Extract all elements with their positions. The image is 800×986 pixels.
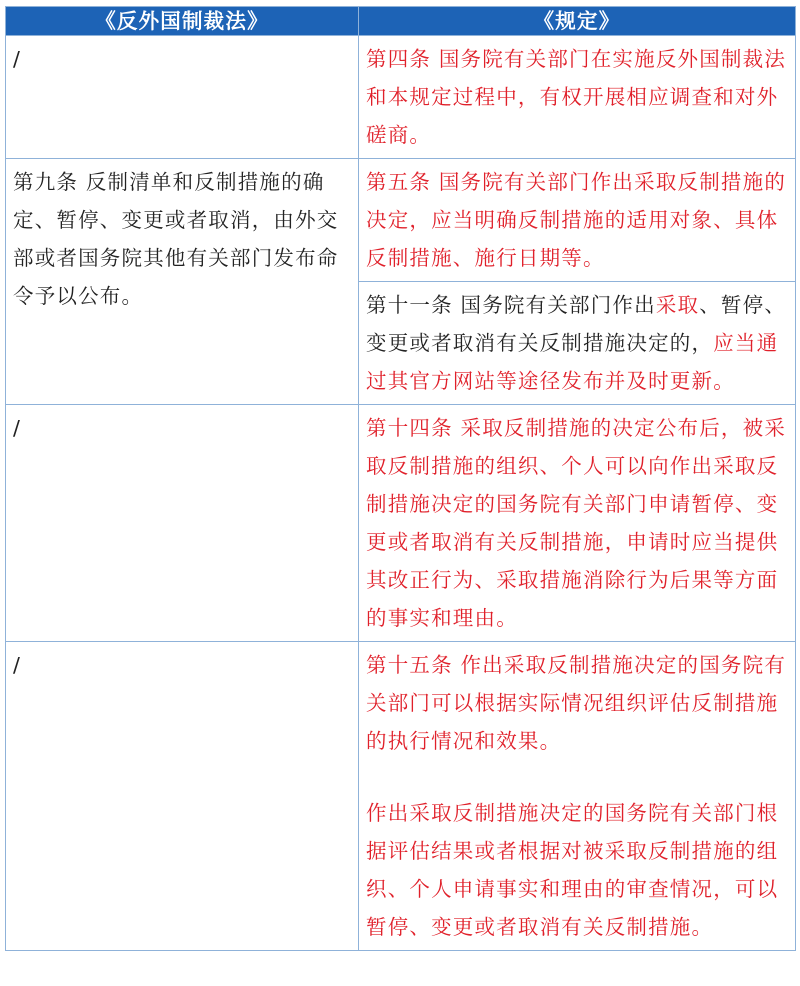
table-row (6, 642, 796, 951)
regulation-cell (359, 642, 796, 951)
article-15-paragraph-1: 第十五条 作出采取反制措施决定的国务院有关部门可以根据实际情况组织评估反制措施的执行情况和效果。 (366, 653, 787, 753)
paragraph-spacer (366, 760, 788, 794)
article-11-highlight: 采取 (655, 293, 700, 317)
regulation-cell (359, 282, 796, 405)
header-regulations: 《规定》 (359, 7, 796, 36)
law-cell: 第九条 反制清单和反制措施的确定、暂停、变更或者取消，由外交部或者国务院其他有关部门发布命令予以公布。 (6, 159, 359, 405)
article-11-text-c: 应当通过其官方网站等途径发布并及时更新。 (366, 331, 779, 393)
regulation-cell: 第十四条 采取反制措施的决定公布后，被采取反制措施的组织、个人可以向作出采取反制措施决定的国务院有关部门申请暂停、变更或者取消有关反制措施，申请时应当提供其改正行为、采取措施消除行为后果等方面的事实和理由。 (359, 405, 796, 642)
comparison-table (5, 6, 796, 951)
article-15-paragraph-2: 作出采取反制措施决定的国务院有关部门根据评估结果或者根据对被采取反制措施的组织、个人申请事实和理由的审查情况，可以暂停、变更或者取消有关反制措施。 (366, 801, 779, 939)
article-11-text-b: 、暂停、变更或者取消有关反制措施决定的， (366, 293, 787, 355)
article-11-text-a: 第十一条 国务院有关部门作出 (366, 293, 656, 317)
header-anti-foreign-sanctions-law: 《反外国制裁法》 (6, 7, 359, 36)
table-row (6, 36, 796, 159)
law-cell: / (6, 405, 359, 642)
table-row (6, 405, 796, 642)
law-cell: / (6, 36, 359, 159)
regulation-cell: 第四条 国务院有关部门在实施反外国制裁法和本规定过程中，有权开展相应调查和对外磋商。 (359, 36, 796, 159)
regulation-cell: 第五条 国务院有关部门作出采取反制措施的决定，应当明确反制措施的适用对象、具体反制措施、施行日期等。 (359, 159, 796, 282)
table-row (6, 159, 796, 282)
table-header-row (6, 7, 796, 36)
law-cell: / (6, 642, 359, 951)
